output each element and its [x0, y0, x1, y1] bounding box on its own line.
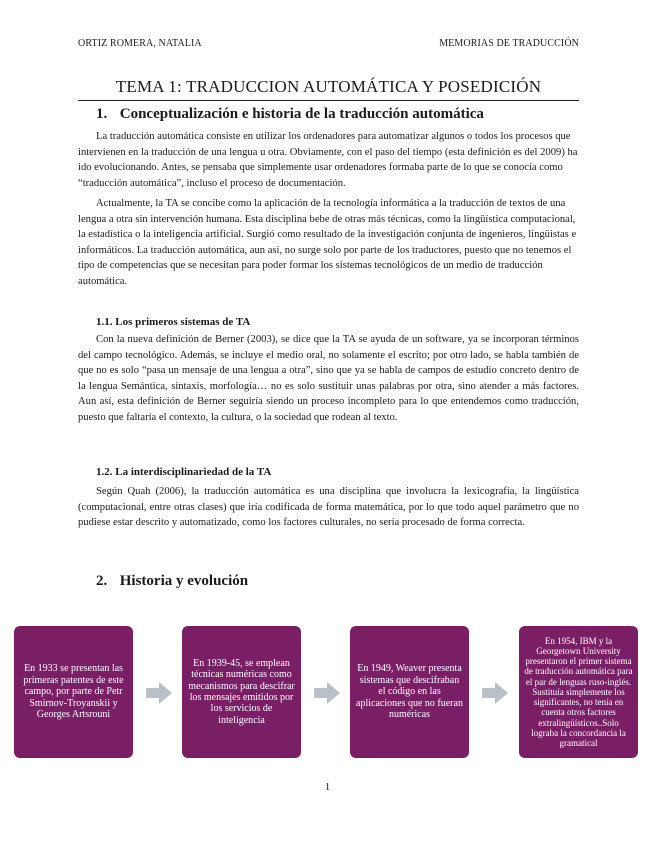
subsection-1-2-heading: 1.2. La interdisciplinariedad de la TA — [96, 466, 272, 478]
page-title: TEMA 1: TRADUCCION AUTOMÁTICA Y POSEDICIÓN — [115, 77, 542, 96]
section-2-heading — [96, 573, 248, 590]
section-2-number: 2. — [96, 573, 108, 589]
timeline-box-1933: En 1933 se presentan las primeras patentes de este campo, por parte de Petr Smirnov-Troyanskii y Georges Artsrouni — [14, 626, 133, 758]
page-number: 1 — [324, 781, 331, 793]
page-header — [78, 38, 579, 49]
section-1-paragraph-2: Actualmente, la TA se concibe como la aplicación de la tecnología informática a la traducción de textos de una lengua a otra sin intervención humana. Esta disciplina bebe de otras más técnicas, como la lingüística computacional, la estadística o la inteligencia artificial. Surgió como resultado de la investigación conjunta de ingenieros, lingüistas e informáticos. La traducción automática, aun así, no surge solo por parte de los traductores, puesto que no tenemos el tipo de competencias que se necesitan para poder formar los sistemas tecnológicos de un medio de traducción automática. — [78, 198, 577, 287]
timeline-box-1954: En 1954, IBM y la Georgetown University presentaron el primer sistema de traducción automática para el par de lenguas ruso-inglés. Sustituía simplemente los significantes, no tenía en cuenta otros factores extralingüísticos..Solo lograba la concordancia la gramatical — [519, 626, 638, 758]
timeline-box-1949: En 1949, Weaver presenta sistemas que descifraban el código en las aplicaciones que no fueran numéricas — [350, 626, 469, 758]
subsection-1-1-paragraph: Con la nueva definición de Berner (2003), se dice que la TA se ayuda de un software, ya se incorporan términos del campo tecnológico. Además, se incluye el medio oral, no solamente el escrito; por otro lado, se habla también de que no es solo “pasa un mensaje de una lengua a otra”, sino que ya se habla de campos de estudio concreto dentro de la lengua Semántica, sintaxis, morfología… no es solo sustituir unas palabras por otra, sino atender a más factores. Aun así, esta definición de Berner seguiría siendo un proceso incompleto para lo que entendemos como traducción, puesto que faltaría el contexto, la cultura, o la sociedad que rodean al texto. — [78, 334, 579, 423]
right-arrow-icon — [314, 680, 340, 706]
header-author: ORTIZ ROMERA, NATALIA — [78, 38, 202, 49]
section-1-title: Conceptualización e historia de la traducción automática — [119, 106, 484, 122]
subsection-1-1-heading: 1.1. Los primeros sistemas de TA — [96, 316, 251, 328]
title-underline — [78, 100, 579, 101]
section-1-number: 1. — [96, 106, 108, 122]
history-process-diagram — [14, 626, 640, 758]
subsection-1-2-paragraph: Según Quah (2006), la traducción automática es una disciplina que involucra la lexicografía, la lingüística (computacional, entre otras clases) que iría codificada de forma matemática, por lo que todo aquel parámetro que no pudiese estar descrito y automatizado, como los factores culturales, no sería procesado de forma correcta. — [78, 486, 579, 529]
right-arrow-icon — [146, 680, 172, 706]
section-1-heading — [96, 106, 484, 123]
section-2-title: Historia y evolución — [119, 573, 249, 589]
header-document-title: MEMORIAS DE TRADUCCIÓN — [439, 38, 579, 49]
right-arrow-icon — [482, 680, 508, 706]
section-1-paragraph-1: La traducción automática consiste en utilizar los ordenadores para automatizar algunos o todos los procesos que intervienen en la traducción de una lengua u otra. Obviamente, con el paso del tiempo (esta definición es del 2009) ha ido evolucionando. Antes, se pensaba que simplemente usar ordenadores formaba parte de lo que se conocía como “traducción automática”, incluso el proceso de documentación. — [78, 131, 578, 189]
timeline-box-1939: En 1939-45, se emplean técnicas numéricas como mecanismos para descifrar los mensajes emitidos por los servicios de inteligencia — [182, 626, 301, 758]
